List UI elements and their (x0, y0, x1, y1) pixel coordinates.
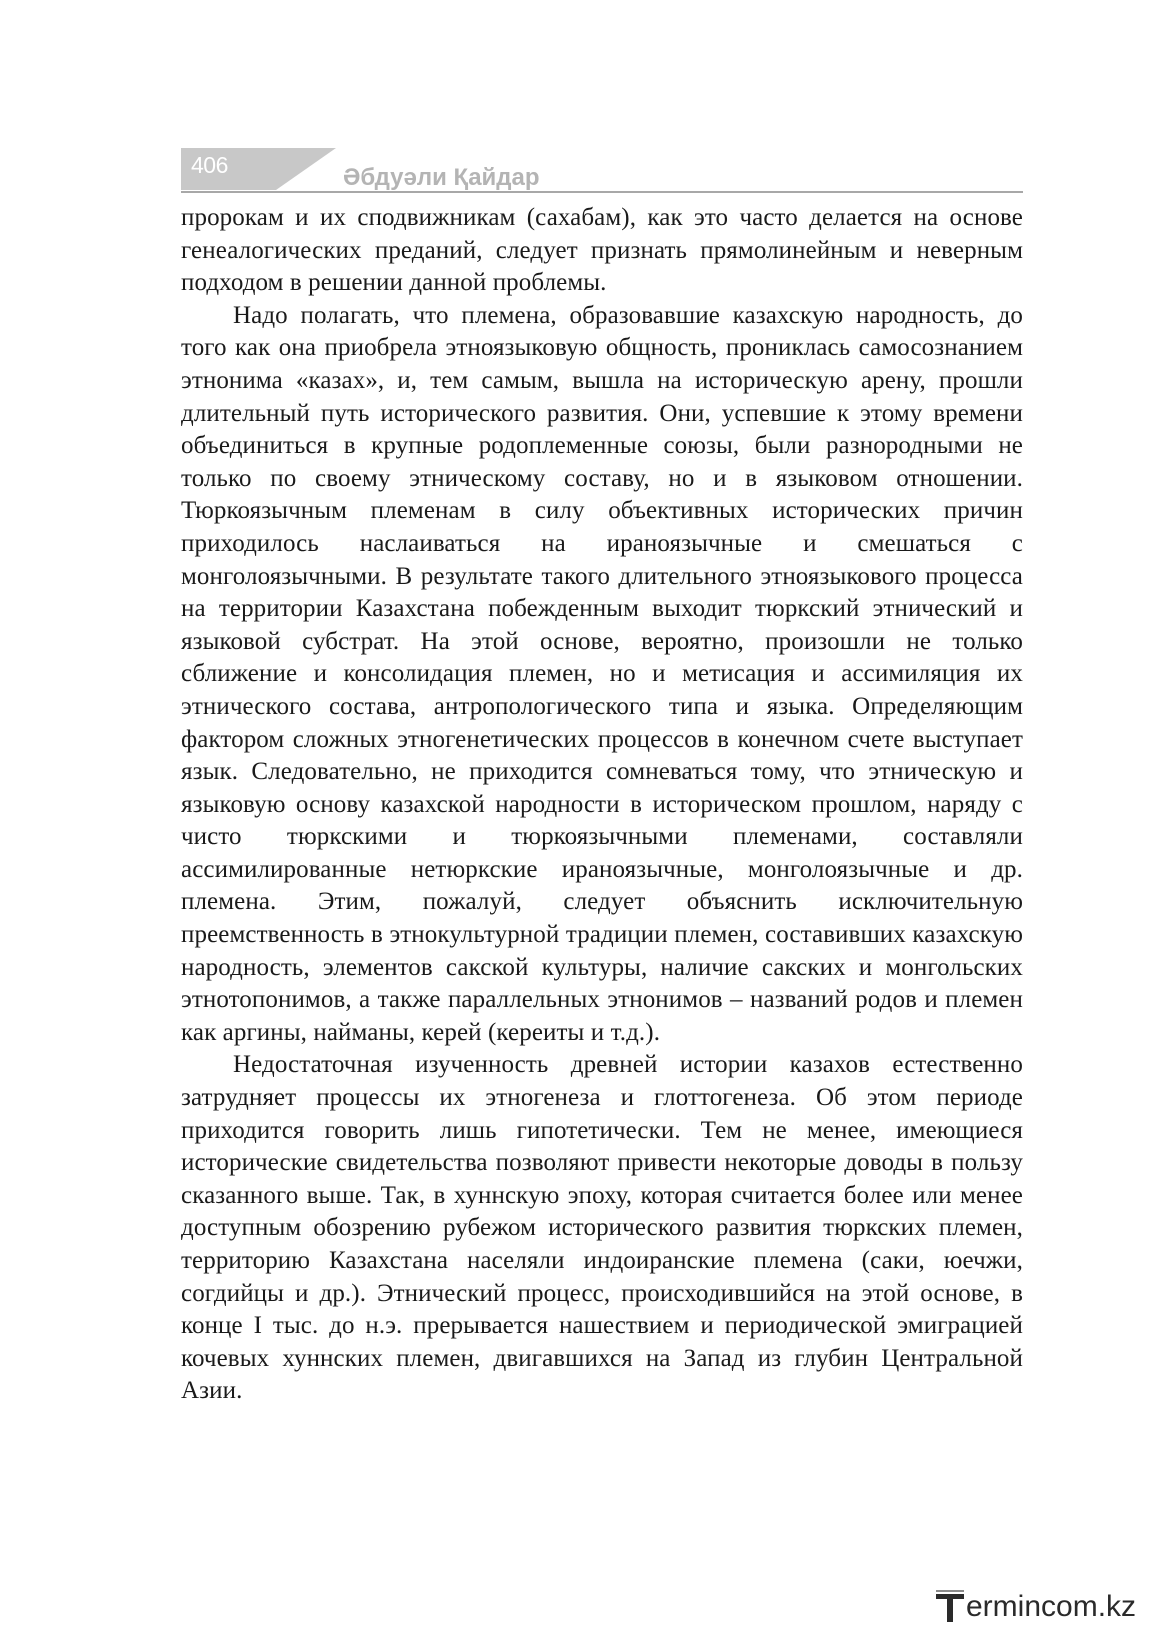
paragraph-continued: пророкам и их сподвижникам (сахабам), как это часто делается на основе генеалогических преданий, следует признать прямолинейным и неверным подходом в решении данной проблемы. (181, 204, 1023, 297)
page-number-tab (181, 148, 276, 190)
header-rule (181, 191, 1023, 193)
page-number: 406 (191, 152, 228, 178)
watermark (940, 1590, 1140, 1630)
page-tab-slope (276, 148, 336, 190)
page-header (181, 148, 1023, 194)
body-text (181, 202, 1023, 1408)
paragraph: Надо полагать, что племена, образовавшие казахскую народность, до того как она приобрела этноязыковую общность, прониклась самосознанием этнонима «казах», и, тем самым, вышла на историческую арену, прошли длительный путь исторического развития. Они, успевшие к этому времени объединиться в крупные родоплеменные союзы, были разнородными не только по своему этническому составу, но и в языковом отношении. Тюркоязычным племенам в силу объективных исторических причин приходилось наслаиваться на ираноязычные и смешаться с монголоязычными. В результате такого длительного этноязыкового процесса на территории Казахстана побежденным выходит тюркский этнический и языковой субстрат. На этой основе, вероятно, произошли не только сближение и консолидация племен, но и метисация и ассимиляция их этнического состава, антропологического типа и языка. Определяющим фактором сложных этногенетических процессов в конечном счете выступает язык. Следовательно, не приходится сомневаться тому, что этническую и языковую основу казахской народности в историческом прошлом, наряду с чисто тюркскими и тюркоязычными племенами, составляли ассимилированные нетюркские ираноязычные, монголоязычные и др. племена. Этим, пожалуй, следует объяснить исключительную преемственность в этнокультурной традиции племен, составивших казахскую народность, элементов сакской культуры, наличие сакских и монгольских этнотопонимов, а также параллельных этнонимов – названий родов и племен как аргины, найманы, керей (кереиты и т.д.). (181, 301, 1023, 1046)
watermark-text: ermincom.kz (966, 1590, 1137, 1623)
paragraph: Недостаточная изученность древней истории казахов естественно затрудняет процессы их этногенеза и глоттогенеза. Об этом периоде приходится говорить лишь гипотетически. Тем не менее, имеющиеся исторические свидетельства позволяют привести некоторые доводы в пользу сказанного выше. Так, в хуннскую эпоху, которая считается более или менее доступным обозрению рубежом исторического развития тюркских племен, территорию Казахстана населяли индоиранские племена (саки, юечжи, согдийцы и др.). Этнический процесс, происходившийся на этой основе, в конце I тыс. до н.э. прерывается нашествием и периодической эмиграцией кочевых хуннских племен, двигавшихся на Запад из глубин Центральной Азии. (181, 1051, 1023, 1405)
running-head-author: Әбдуәли Қайдар (343, 164, 540, 191)
termincom-logo-icon (934, 1588, 968, 1628)
